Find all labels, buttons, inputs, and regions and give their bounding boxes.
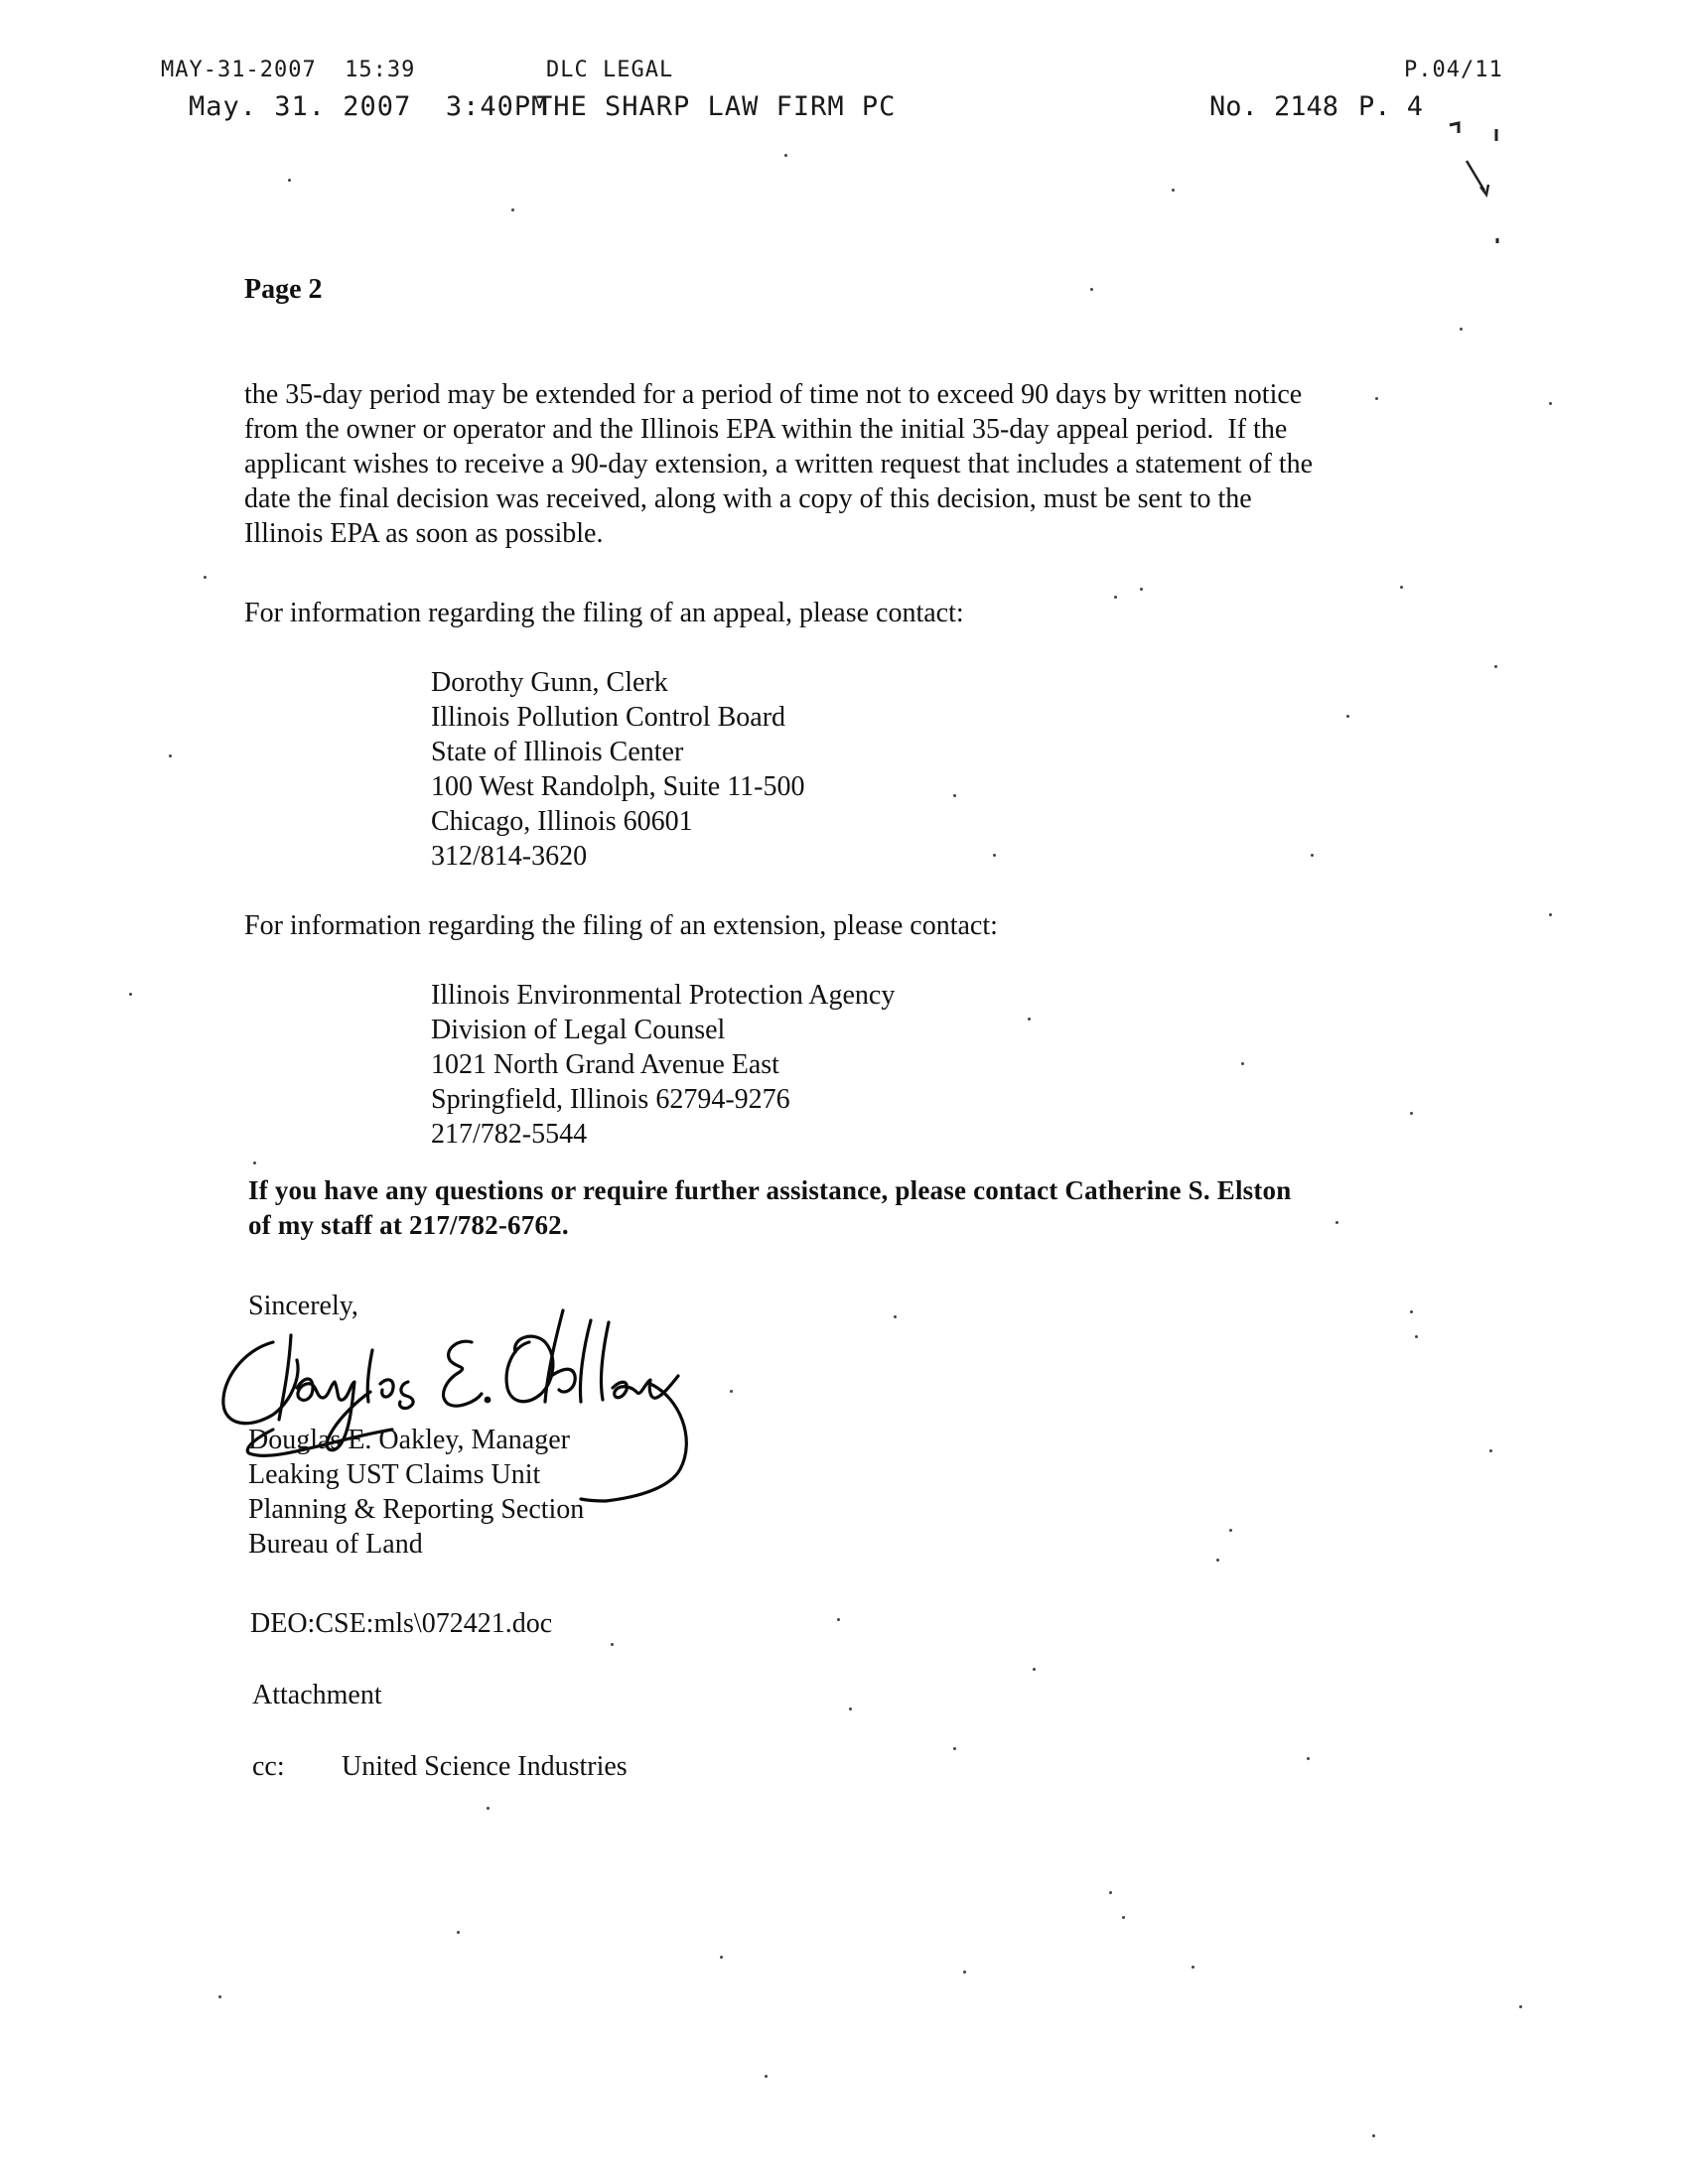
- extension-contact-address: [431, 978, 895, 1152]
- address-line: Illinois Environmental Protection Agency: [431, 980, 896, 1011]
- cc-line: [252, 1749, 628, 1784]
- appeal-intro: For information regarding the filing of an appeal, please contact:: [244, 598, 964, 628]
- signer-line: Douglas E. Oakley, Manager: [248, 1425, 570, 1455]
- extension-intro: For information regarding the filing of an extension, please contact:: [244, 910, 998, 941]
- fax2-number: No. 2148: [1209, 91, 1339, 122]
- fax2-datetime: May. 31. 2007 3:40PM: [189, 91, 549, 122]
- address-line: Illinois Pollution Control Board: [431, 702, 786, 733]
- attachment-label: Attachment: [252, 1680, 382, 1710]
- address-line: Chicago, Illinois 60601: [431, 806, 693, 837]
- fax2-page: P. 4: [1358, 91, 1424, 122]
- signer-line: Bureau of Land: [248, 1529, 423, 1560]
- paragraph-line: the 35-day period may be extended for a period of time not to exceed 90 days by written notice: [244, 379, 1303, 410]
- fax2-sender: THE SHARP LAW FIRM PC: [536, 91, 897, 122]
- corner-mark-icon: [1445, 119, 1514, 248]
- fax-page: P.04/11: [1404, 58, 1503, 82]
- paragraph-line: Illinois EPA as soon as possible.: [244, 518, 604, 549]
- fax-sender: DLC LEGAL: [546, 58, 674, 82]
- fax-header-second: [0, 91, 1684, 127]
- fax-datetime: MAY-31-2007 15:39: [161, 58, 416, 82]
- cc-label: cc:: [252, 1751, 285, 1782]
- address-line: State of Illinois Center: [431, 737, 684, 767]
- signer-line: Leaking UST Claims Unit: [248, 1459, 541, 1490]
- signer-block: [248, 1423, 584, 1562]
- address-line: 217/782-5544: [431, 1119, 588, 1150]
- signer-line: Planning & Reporting Section: [248, 1494, 585, 1525]
- appeal-contact-address: [431, 665, 805, 874]
- address-line: 312/814-3620: [431, 841, 588, 872]
- address-line: 1021 North Grand Avenue East: [431, 1049, 779, 1080]
- paragraph-line: from the owner or operator and the Illinois EPA within the initial 35-day appeal period. If the: [244, 414, 1288, 445]
- questions-notice: [248, 1173, 1291, 1243]
- address-line: 100 West Randolph, Suite 11-500: [431, 771, 805, 802]
- extension-paragraph: [244, 377, 1313, 551]
- paragraph-line: date the final decision was received, along with a copy of this decision, must be sent to the: [244, 483, 1252, 514]
- page-label: Page 2: [244, 274, 323, 305]
- address-line: Dorothy Gunn, Clerk: [431, 667, 668, 698]
- paragraph-line: applicant wishes to receive a 90-day extension, a written request that includes a statement of the: [244, 449, 1314, 479]
- address-line: Springfield, Illinois 62794-9276: [431, 1084, 790, 1115]
- cc-recipient: United Science Industries: [342, 1751, 628, 1782]
- address-line: Division of Legal Counsel: [431, 1015, 726, 1045]
- notice-line: If you have any questions or require further assistance, please contact Catherine S. Elston: [248, 1175, 1292, 1205]
- notice-line: of my staff at 217/782-6762.: [248, 1210, 569, 1240]
- document-reference: DEO:CSE:mls\072421.doc: [250, 1608, 553, 1639]
- closing-salutation: Sincerely,: [248, 1291, 358, 1321]
